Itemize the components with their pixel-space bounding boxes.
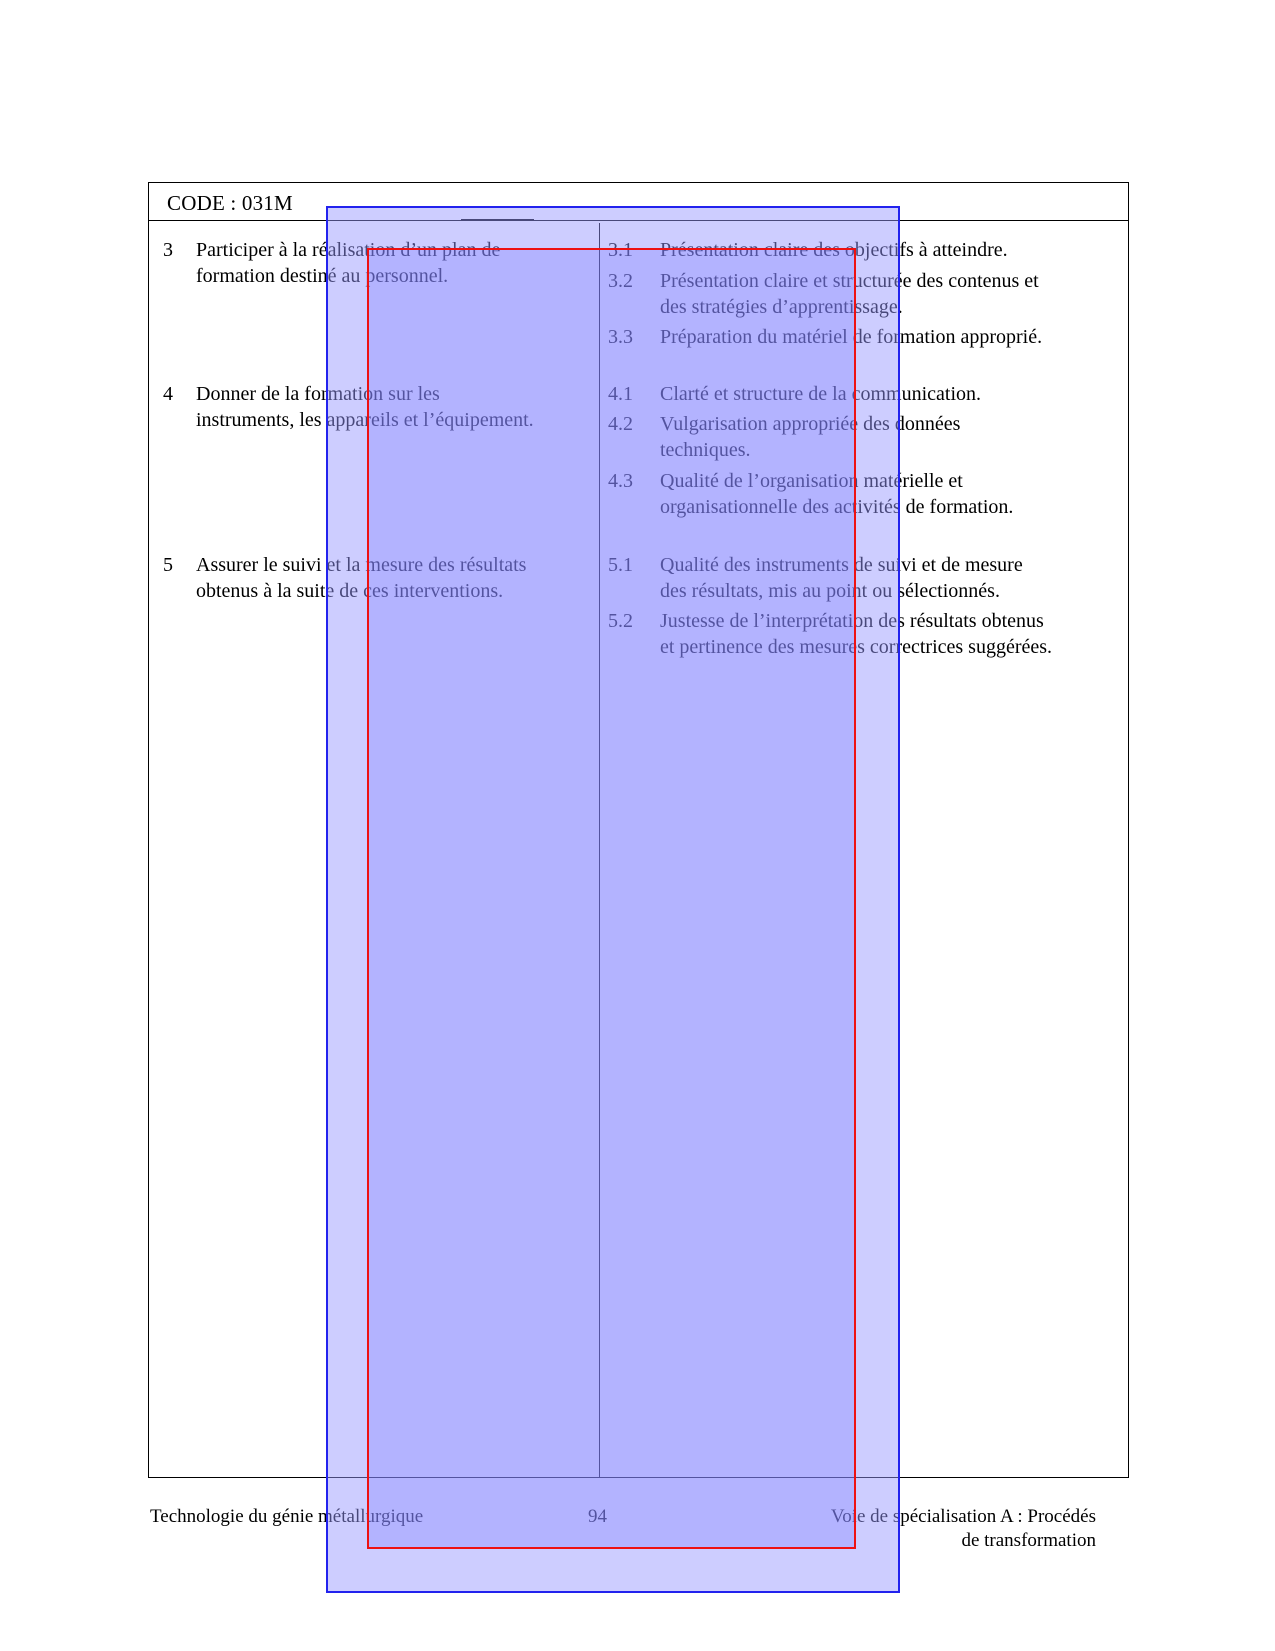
criterion-text-line: Qualité des instruments de suivi et de mesure (660, 554, 1023, 576)
criterion-number: 4.2 (608, 413, 633, 435)
competency-text-line: formation destiné au personnel. (196, 265, 449, 287)
footer-specialization-line2: de transformation (961, 1530, 1096, 1551)
criterion-text-line: Justesse de l’interprétation des résultats obtenus (660, 610, 1044, 632)
criterion-number: 3.1 (608, 239, 633, 261)
code-label: CODE : 031M (167, 191, 293, 215)
criterion-number: 4.1 (608, 383, 633, 405)
criterion-text-line: Préparation du matériel de formation approprié. (660, 326, 1043, 348)
criterion-text-line: des stratégies d’apprentissage. (660, 296, 903, 318)
criterion-text-line: techniques. (660, 439, 751, 461)
criterion-text-line: des résultats, mis au point ou sélectionnés. (660, 580, 1000, 602)
criterion-text-line: et pertinence des mesures correctrices suggérées. (660, 636, 1053, 658)
criterion-text-line: Présentation claire et structurée des contenus et (660, 270, 1039, 292)
competency-number: 4 (163, 383, 173, 405)
criterion-text-line: Clarté et structure de la communication. (660, 383, 981, 405)
competency-text-line: instruments, les appareils et l’équipement. (196, 409, 534, 431)
criterion-text-line: Vulgarisation appropriée des données (660, 413, 961, 435)
competency-text-line: Donner de la formation sur les (196, 383, 440, 405)
criterion-number: 4.3 (608, 470, 633, 492)
footer-program-title: Technologie du génie métallurgique (150, 1506, 424, 1527)
competency-number: 3 (163, 239, 173, 261)
competency-number: 5 (163, 554, 173, 576)
criterion-number: 3.2 (608, 270, 633, 292)
criterion-text-line: organisationnelle des activités de formation. (660, 496, 1014, 518)
criterion-number: 3.3 (608, 326, 633, 348)
criterion-text-line: Présentation claire des objectifs à atteindre. (660, 239, 1008, 261)
competency-text-line: Participer à la réalisation d’un plan de (196, 239, 501, 261)
competency-text-line: obtenus à la suite de ces interventions. (196, 580, 504, 602)
footer-specialization-line1: Voie de spécialisation A : Procédés (830, 1506, 1096, 1527)
selection-highlight-inner (367, 248, 856, 1549)
criterion-text-line: Qualité de l’organisation matérielle et (660, 470, 963, 492)
criterion-number: 5.1 (608, 554, 633, 576)
criterion-number: 5.2 (608, 610, 633, 632)
footer-page-number: 94 (588, 1506, 607, 1527)
competency-text-line: Assurer le suivi et la mesure des résultats (196, 554, 527, 576)
